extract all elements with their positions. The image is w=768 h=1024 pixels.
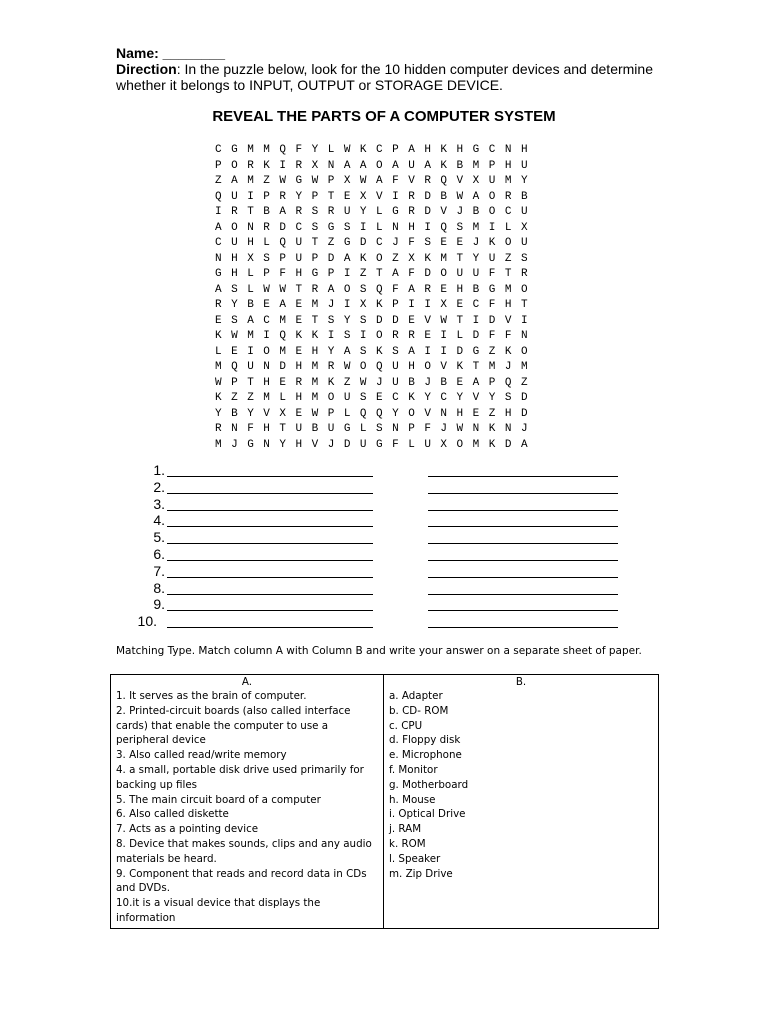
answer-number: 7. — [153, 562, 165, 579]
column-b-item: d. Floppy disk — [389, 734, 461, 747]
worksheet-title: REVEAL THE PARTS OF A COMPUTER SYSTEM — [212, 108, 556, 125]
answer-blank-category[interactable] — [428, 510, 618, 511]
column-b-item: g. Motherboard — [389, 778, 469, 791]
answer-blank-device[interactable] — [167, 610, 373, 611]
answer-blank-device[interactable] — [167, 577, 373, 578]
name-line — [116, 45, 656, 61]
matching-instruction: Matching Type. Match column A with Column B and write your answer on a separate sheet of paper. — [116, 645, 642, 657]
column-b-item: m. Zip Drive — [389, 867, 453, 880]
puzzle-row: G H L P F H G P I Z T A F D O U U F T R — [215, 268, 529, 280]
column-b-item: f. Monitor — [389, 763, 438, 776]
column-b — [384, 689, 659, 928]
puzzle-row: Q U I P R Y P T E X V I R D B W A O R B — [215, 190, 529, 203]
answer-number: 8. — [153, 579, 165, 596]
answer-number: 3. — [153, 495, 165, 512]
answer-blank-category[interactable] — [428, 476, 618, 477]
puzzle-row: I R T B A R S R U Y L G R D V J B O C U — [215, 206, 529, 218]
column-b-item: h. Mouse — [389, 793, 436, 806]
answer-blank-device[interactable] — [167, 476, 373, 477]
puzzle-row: C G M M Q F Y L W K C P A H K H G C N H — [215, 144, 529, 156]
answer-blank-device[interactable] — [167, 560, 373, 561]
puzzle-row: W P T H E R M K Z W J U B J B E A P Q Z — [215, 376, 529, 389]
column-b-item: c. CPU — [389, 719, 423, 732]
answer-blank-device[interactable] — [167, 510, 373, 511]
puzzle-row: P O R K I R X N A A O A U A K B M P H U — [215, 159, 529, 172]
puzzle-row: M Q U N D H M R W O Q U H O V K T M J M — [215, 361, 529, 373]
answer-blank-device[interactable] — [167, 627, 373, 628]
name-label: Name: — [116, 45, 159, 61]
column-a — [111, 689, 384, 928]
puzzle-row: R Y B E A E M J I X K P I I X E C F H T — [215, 299, 529, 311]
column-a-item: 8. Device that makes sounds, clips and any audio materials be heard. — [116, 837, 372, 865]
column-b-item: e. Microphone — [389, 749, 462, 762]
word-search-grid — [215, 143, 529, 453]
direction-text: : In the puzzle below, look for the 10 hidden computer devices and determine whether it belongs to INPUT, OUTPUT or STORAGE DEVICE. — [116, 61, 653, 93]
puzzle-row: E S A C M E T S Y S D D E V W T I D V I — [215, 314, 529, 327]
column-a-item: 2. Printed-circuit boards (also called interface cards) that enable the computer to use a peripheral device — [116, 704, 351, 747]
column-a-item: 7. Acts as a pointing device — [116, 823, 259, 836]
puzzle-row: R N F H T U B U G L S N P F J W N K N J — [215, 423, 529, 435]
answer-blank-category[interactable] — [428, 577, 618, 578]
answer-blank-device[interactable] — [167, 543, 373, 544]
name-blank: ________ — [158, 45, 225, 61]
answer-blank-category[interactable] — [428, 526, 618, 527]
answer-blank-device[interactable] — [167, 526, 373, 527]
column-b-item: b. CD- ROM — [389, 704, 449, 717]
answer-number: 4. — [153, 512, 165, 529]
answer-blank-category[interactable] — [428, 543, 618, 544]
column-a-item: 6. Also called diskette — [116, 808, 229, 821]
direction-label: Direction — [116, 61, 177, 77]
puzzle-row: M J G N Y H V J D U G F L U X O M K D A — [215, 438, 529, 451]
puzzle-row: K W M I Q K K I S I O R R E I L D F F N — [215, 330, 529, 342]
answer-blank-device[interactable] — [167, 594, 373, 595]
puzzle-row: Y B Y V X E W P L Q Q Y O V N H E Z H D — [215, 407, 529, 420]
column-a-item: 10.it is a visual device that displays the information — [116, 897, 321, 924]
puzzle-row: A S L W W T R A O S Q F A R E H B G M O — [215, 283, 529, 296]
column-b-header: B. — [384, 675, 659, 690]
answer-blank-category[interactable] — [428, 610, 618, 611]
column-a-header: A. — [111, 675, 384, 690]
column-a-item: 5. The main circuit board of a computer — [116, 793, 321, 806]
answer-blank-category[interactable] — [428, 560, 618, 561]
column-b-item: k. ROM — [389, 837, 426, 850]
puzzle-row: Z A M Z W G W P X W A F V R Q V X U M Y — [215, 175, 529, 187]
answer-blank-device[interactable] — [167, 493, 373, 494]
answer-number: 2. — [153, 478, 165, 495]
direction-line — [116, 61, 656, 93]
answer-number: 10. — [137, 613, 157, 630]
answer-number: 1. — [153, 462, 165, 478]
matching-table — [110, 674, 659, 929]
answer-number: 6. — [153, 545, 165, 562]
answer-blank-category[interactable] — [428, 627, 618, 628]
puzzle-row: K Z Z M L H M O U S E C K Y C Y V Y S D — [215, 392, 529, 404]
column-b-item: j. RAM — [389, 823, 422, 836]
puzzle-row: C U H L Q U T Z G D C J F S E E J K O U — [215, 237, 529, 249]
column-a-item: 4. a small, portable disk drive used primarily for backing up files — [116, 763, 364, 791]
column-a-item: 3. Also called read/write memory — [116, 749, 287, 762]
answer-blank-category[interactable] — [428, 493, 618, 494]
answer-blank-category[interactable] — [428, 594, 618, 595]
column-a-item: 9. Component that reads and record data in CDs and DVDs. — [116, 867, 367, 895]
worksheet-header — [116, 45, 656, 93]
puzzle-row: N H X S P U P D A K O Z X K M T Y U Z S — [215, 252, 529, 265]
answer-number: 9. — [153, 596, 165, 613]
puzzle-row: L E I O M E H Y A S K S A I I D G Z K O — [215, 345, 529, 358]
column-b-item: l. Speaker — [389, 852, 441, 865]
column-a-item: 1. It serves as the brain of computer. — [116, 690, 307, 702]
column-b-item: i. Optical Drive — [389, 808, 466, 821]
puzzle-row: A O N R D C S G S I L N H I Q S M I L X — [215, 221, 529, 234]
column-b-item: a. Adapter — [389, 690, 443, 702]
answer-number: 5. — [153, 529, 165, 546]
